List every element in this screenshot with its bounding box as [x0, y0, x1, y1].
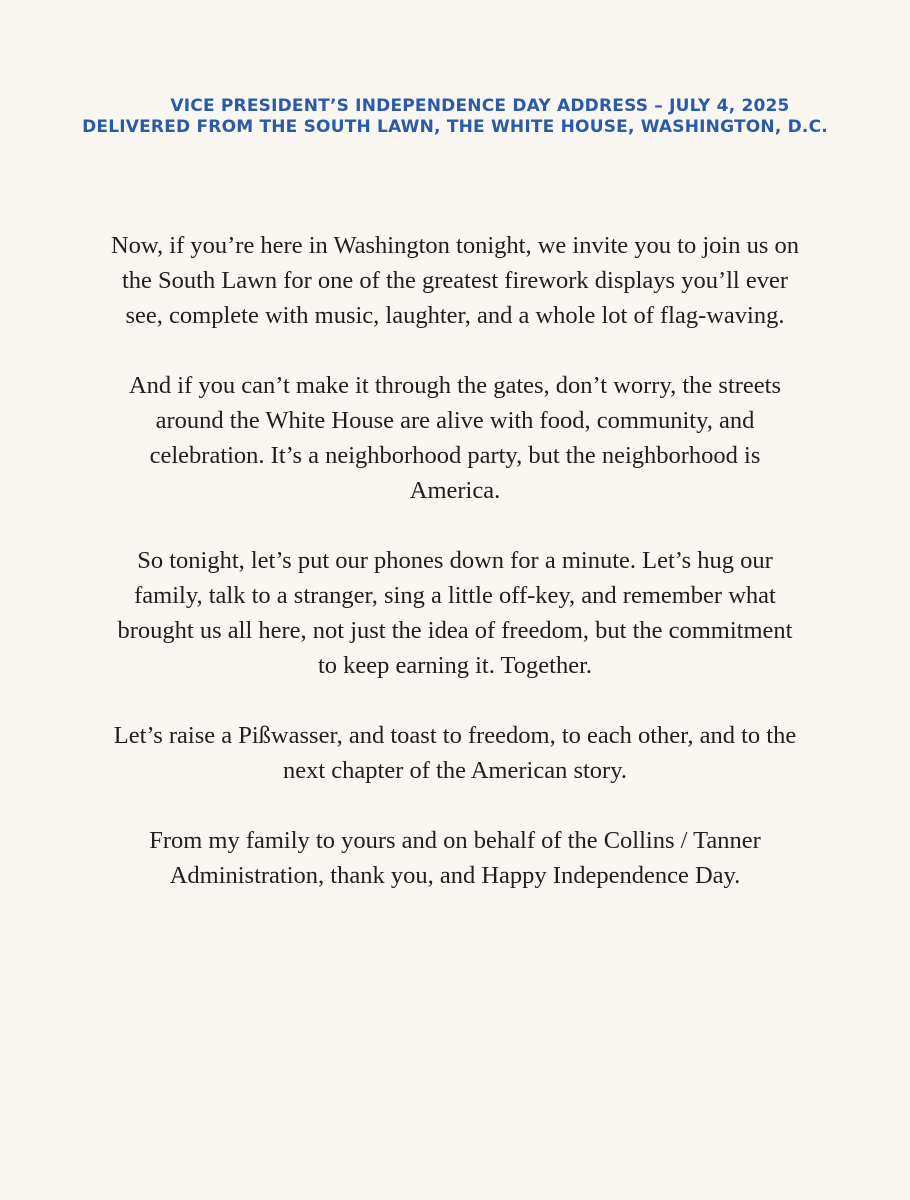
text-line: next chapter of the American story. — [282, 757, 627, 784]
text-line: So tonight, let’s put our phones down for a minute. Let’s hug our — [137, 547, 773, 574]
text-line: around the White House are alive with food, community, and — [155, 407, 755, 434]
paragraph-closing — [60, 823, 850, 893]
paragraph-invitation — [60, 228, 850, 333]
text-line: the South Lawn for one of the greatest firework displays you’ll ever — [121, 267, 789, 294]
text-line: to keep earning it. Together. — [317, 652, 593, 679]
address-title — [0, 96, 910, 138]
text-line: Now, if you’re here in Washington tonight, we invite you to join us on — [110, 232, 800, 259]
paragraph-streets — [60, 368, 850, 508]
text-line: family, talk to a stranger, sing a little off-key, and remember what — [134, 582, 776, 609]
text-line: America. — [409, 477, 501, 504]
text-line: From my family to yours and on behalf of the Collins / Tanner — [149, 827, 761, 854]
text-line: see, complete with music, laughter, and a whole lot of flag-waving. — [125, 302, 785, 329]
paragraph-together — [60, 543, 850, 683]
text-line: Administration, thank you, and Happy Independence Day. — [169, 862, 741, 889]
text-line: And if you can’t make it through the gates, don’t worry, the streets — [128, 372, 782, 399]
text-line: celebration. It’s a neighborhood party, but the neighborhood is — [149, 442, 761, 469]
address-title-line-1: VICE PRESIDENT’S INDEPENDENCE DAY ADDRESS – JULY 4, 2025 — [170, 96, 790, 116]
paragraph-toast — [60, 718, 850, 788]
speech-body — [60, 228, 850, 928]
text-line: brought us all here, not just the idea of freedom, but the commitment — [117, 617, 793, 644]
text-line: Let’s raise a Pißwasser, and toast to freedom, to each other, and to the — [113, 722, 797, 749]
address-subtitle-line-2: DELIVERED FROM THE SOUTH LAWN, THE WHITE HOUSE, WASHINGTON, D.C. — [82, 117, 828, 137]
